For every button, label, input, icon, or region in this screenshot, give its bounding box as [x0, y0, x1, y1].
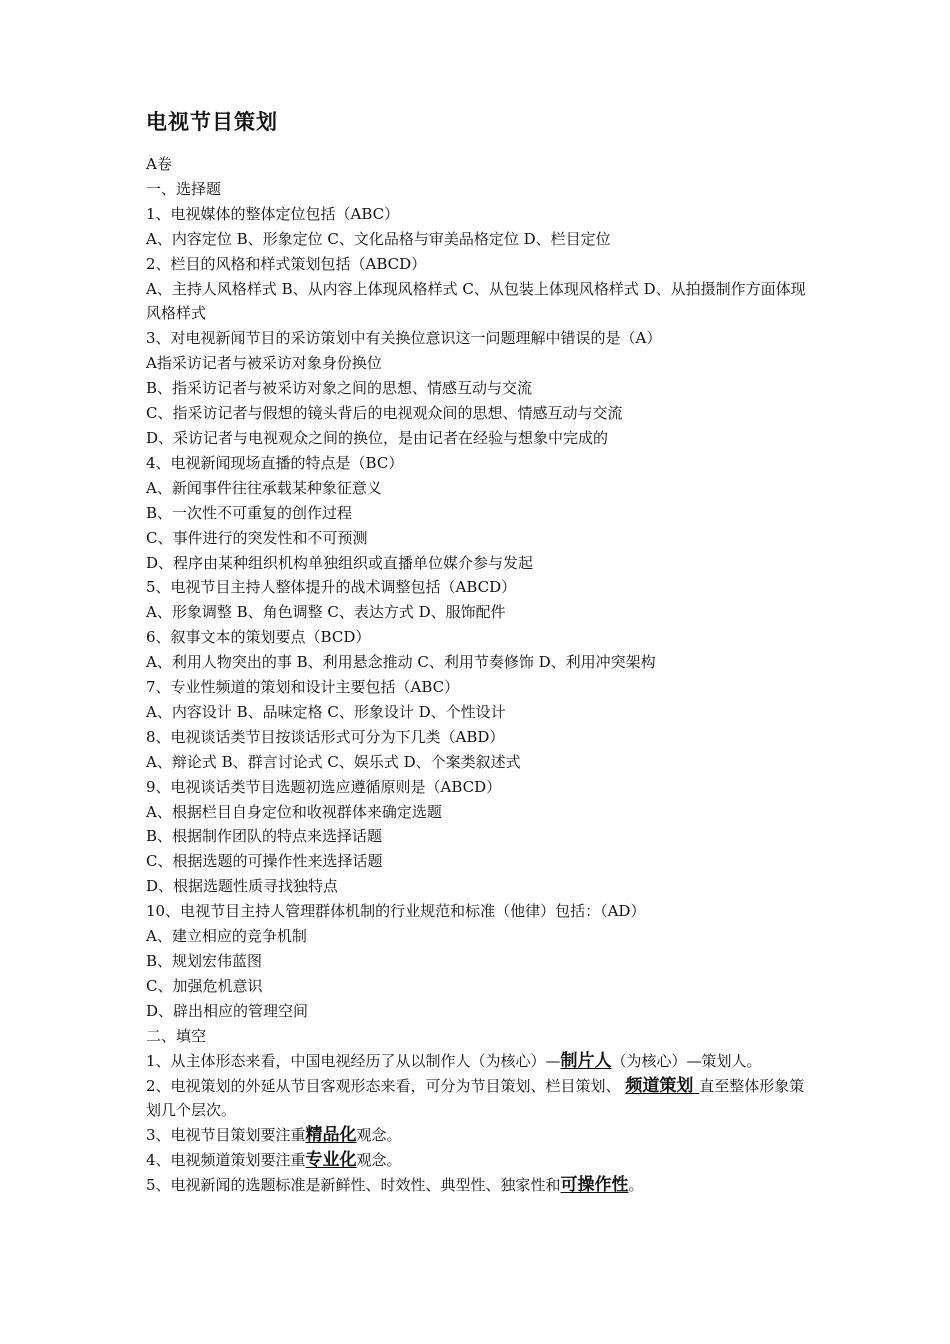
fill-blank-text-after: 观念。: [356, 1126, 402, 1145]
text-line: D、采访记者与电视观众之间的换位，是由记者在经验与想象中完成的: [146, 428, 609, 447]
fill-blank-item: [146, 1148, 816, 1173]
text-line: A、新闻事件往往承载某种象征意义: [146, 478, 382, 497]
text-line: A、形象调整 B、角色调整 C、表达方式 D、服饰配件: [146, 603, 506, 622]
text-line: A、内容定位 B、形象定位 C、文化品格与审美品格定位 D、栏目定位: [146, 229, 611, 248]
text-line: 1、电视媒体的整体定位包括（ABC）: [146, 204, 400, 223]
fill-blank-text-before: 5、电视新闻的选题标准是新鲜性、时效性、典型性、独家性和: [146, 1176, 561, 1195]
fill-blank-text-after: 。: [628, 1176, 644, 1195]
text-line: D、根据选题性质寻找独特点: [146, 877, 339, 896]
text-line: 一、选择题: [146, 179, 222, 198]
fill-blank-item: [146, 1049, 816, 1074]
text-line: B、一次性不可重复的创作过程: [146, 503, 353, 522]
fill-blank-text-after: 观念。: [356, 1151, 402, 1170]
text-line: 5、电视节目主持人整体提升的战术调整包括（ABCD）: [146, 578, 517, 597]
text-line: A、建立相应的竞争机制: [146, 927, 307, 946]
document-body: [146, 152, 816, 1198]
text-line: A、根据栏目自身定位和收视群体来确定选题: [146, 802, 442, 821]
text-line: C、根据选题的可操作性来选择话题: [146, 852, 383, 871]
fill-blank-item: [146, 1173, 816, 1198]
text-line: B、根据制作团队的特点来选择话题: [146, 827, 383, 846]
fill-blank-text-after: 直至整体形象策划几个层次。: [146, 1076, 805, 1120]
text-line: A、辩论式 B、群言讨论式 C、娱乐式 D、个案类叙述式: [146, 752, 521, 771]
fill-blank-item: [146, 1074, 816, 1124]
fill-blank-item: [146, 1123, 816, 1148]
fill-blank-answer: 专业化: [305, 1150, 357, 1171]
fill-blank-text-before: 1、从主体形态来看，中国电视经历了从以制作人（为核心）—: [146, 1051, 561, 1070]
text-line: 3、对电视新闻节目的采访策划中有关换位意识这一问题理解中错误的是（A）: [146, 329, 662, 348]
text-line: C、加强危机意识: [146, 976, 263, 995]
text-line: B、指采访记者与被采访对象之间的思想、情感互动与交流: [146, 379, 533, 398]
fill-blank-text-before: 2、电视策划的外延从节目客观形态来看，可分为节目策划、栏目策划、: [146, 1076, 626, 1095]
text-line: A指采访记者与被采访对象身份换位: [146, 354, 382, 373]
text-line: 4、电视新闻现场直播的特点是（BC）: [146, 453, 404, 472]
fill-blank-answer: 频道策划: [625, 1075, 700, 1096]
fill-blank-answer: 可操作性: [560, 1175, 629, 1196]
text-line: C、指采访记者与假想的镜头背后的电视观众间的思想、情感互动与交流: [146, 404, 623, 423]
fill-blank-text-after: （为核心）—策划人。: [611, 1051, 762, 1070]
text-line: A、利用人物突出的事 B、利用悬念推动 C、利用节奏修饰 D、利用冲突架构: [146, 653, 656, 672]
text-line: D、辟出相应的管理空间: [146, 1001, 309, 1020]
fill-blank-list: [146, 1049, 816, 1198]
fill-blank-answer: 精品化: [305, 1125, 357, 1146]
text-line: 2、栏目的风格和样式策划包括（ABCD）: [146, 254, 427, 273]
fill-blank-text-before: 3、电视节目策划要注重: [146, 1126, 306, 1145]
text-line: C、事件进行的突发性和不可预测: [146, 528, 368, 547]
text-line: 9、电视谈话类节目选题初选应遵循原则是（ABCD）: [146, 777, 502, 796]
fill-blank-answer: 制片人: [560, 1050, 612, 1071]
text-line: D、程序由某种组织机构单独组织或直播单位媒介参与发起: [146, 553, 534, 572]
question-list: [146, 152, 816, 1049]
text-line: 6、叙事文本的策划要点（BCD）: [146, 628, 371, 647]
text-line: A、主持人风格样式 B、从内容上体现风格样式 C、从包装上体现风格样式 D、从拍摄制作方面体现风格样式: [146, 279, 806, 323]
text-line: 7、专业性频道的策划和设计主要包括（ABC）: [146, 678, 460, 697]
text-line: 8、电视谈话类节目按谈话形式可分为下几类（ABD）: [146, 727, 505, 746]
fill-blank-text-before: 4、电视频道策划要注重: [146, 1151, 306, 1170]
text-line: A卷: [146, 155, 172, 173]
text-line: A、内容设计 B、品味定格 C、形象设计 D、个性设计: [146, 702, 506, 721]
text-line: 二、填空: [146, 1026, 207, 1045]
document-title: 电视节目策划: [146, 110, 278, 134]
text-line: 10、电视节目主持人管理群体机制的行业规范和标准（他律）包括：（AD）: [146, 902, 646, 921]
text-line: B、规划宏伟蓝图: [146, 952, 263, 970]
